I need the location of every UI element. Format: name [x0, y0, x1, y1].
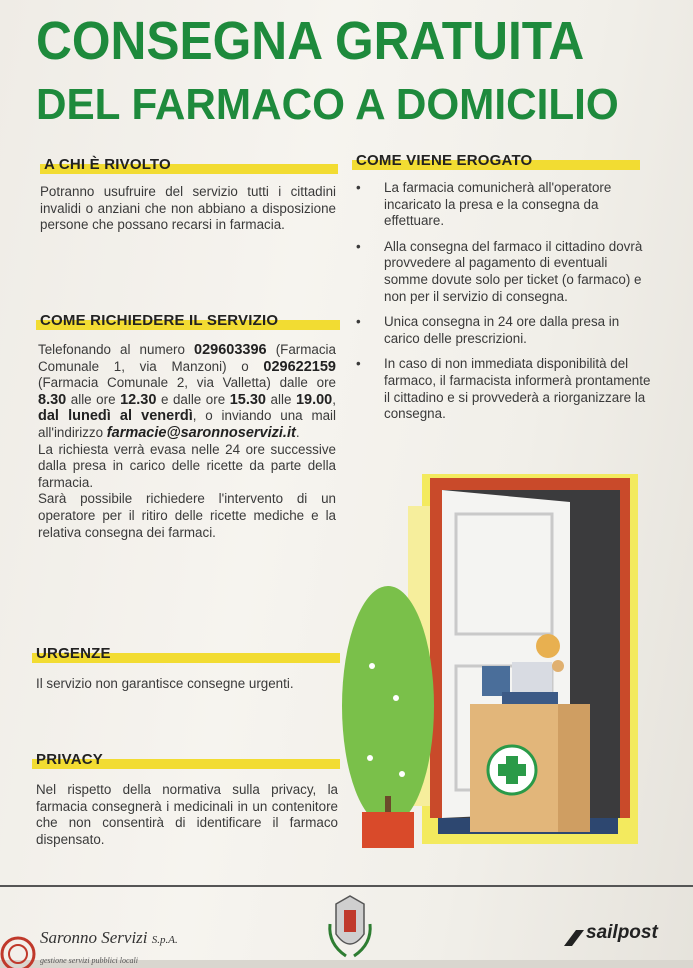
list-come-viene-erogato [352, 180, 652, 432]
text-a-chi-e-rivolto: Potranno usufruire del servizio tutti i cittadini invalidi o anziani che non abbiano a disposizione persone che possano recarsi in farmacia. [40, 184, 336, 233]
sailpost-logo-icon [562, 926, 586, 950]
sailpost-logo: sailpost [586, 922, 658, 943]
title-line-2: DEL FARMACO A DOMICILIO [36, 80, 619, 129]
flower-pot [362, 812, 414, 848]
heading-come-richiedere: COME RICHIEDERE IL SERVIZIO [40, 312, 336, 329]
door-handle-icon [552, 660, 564, 672]
comune-coat-of-arms-icon [326, 894, 374, 960]
tree-icon [342, 586, 434, 826]
text-richiesta-evasa: La richiesta verrà evasa nelle 24 ore successive dalla presa in carico delle ricette da parte della farmacia. [38, 441, 336, 490]
text-urgenze: Il servizio non garantisce consegne urgenti. [36, 676, 294, 691]
list-item: • Alla consegna del farmaco il cittadino dovrà provvedere al pagamento di eventuali somme dovute solo per ticket (o farmaco) e non per il servizio di consegna. [356, 238, 643, 304]
email-address: farmacie@saronnoservizi.it [106, 424, 296, 441]
title-line-1: CONSEGNA GRATUITA [36, 11, 585, 71]
list-item: • La farmacia comunicherà all'operatore incaricato la presa e la consegna da effettuare. [356, 180, 612, 229]
phone-number-1: 029603396 [194, 342, 267, 358]
list-item: • In caso di non immediata disponibilità del farmaco, il farmacista informerà prontamente il cittadino e si provvederà a riorganizzare la consegna. [356, 356, 651, 422]
phone-number-2: 029622159 [263, 358, 336, 375]
heading-privacy: PRIVACY [36, 751, 336, 768]
footer [0, 890, 693, 965]
heading-urgenze: URGENZE [36, 645, 336, 662]
list-item: • Unica consegna in 24 ore dalla presa in carico delle prescrizioni. [356, 314, 620, 346]
heading-come-viene-erogato: COME VIENE EROGATO [356, 152, 636, 169]
text-ritiro-ricette: Sarà possibile richiedere l'intervento di un operatore per il ritiro delle ricette mediche e la relativa consegna dei farmaci. [38, 491, 336, 540]
saronno-servizi-logo: Saronno Servizi S.p.A. gestione servizi pubblici locali [40, 928, 178, 965]
saronno-servizi-logo-icon [0, 932, 38, 960]
footer-divider [0, 885, 693, 887]
text-come-richiedere: Telefonando al numero 029603396 (Farmacia Comunale 1, via Manzoni) o 029622159 (Farmacia Comunale 2, via Valletta) dalle ore 8.30 alle ore 12.30 e dalle ore 15.30 alle 19.00, dal lunedì al venerdì, o inviando una mail all'indirizzo farmacie@saronnoservizi.it. La richiesta verrà evasa nelle 24 ore successive dalla presa in carico delle ricette da parte della farmacia. Sarà possibile richiedere l'intervento di un operatore per il ritiro delle ricette mediche e la relativa consegna dei farmaci. [38, 342, 336, 540]
text-privacy: Nel rispetto della normativa sulla privacy, la farmacia consegnerà i medicinali in un contenitore che non consentirà di identificare il farmaco dispensato. [36, 782, 338, 847]
heading-a-chi-e-rivolto: A CHI È RIVOLTO [44, 156, 334, 173]
illustration-door-delivery [352, 466, 652, 854]
